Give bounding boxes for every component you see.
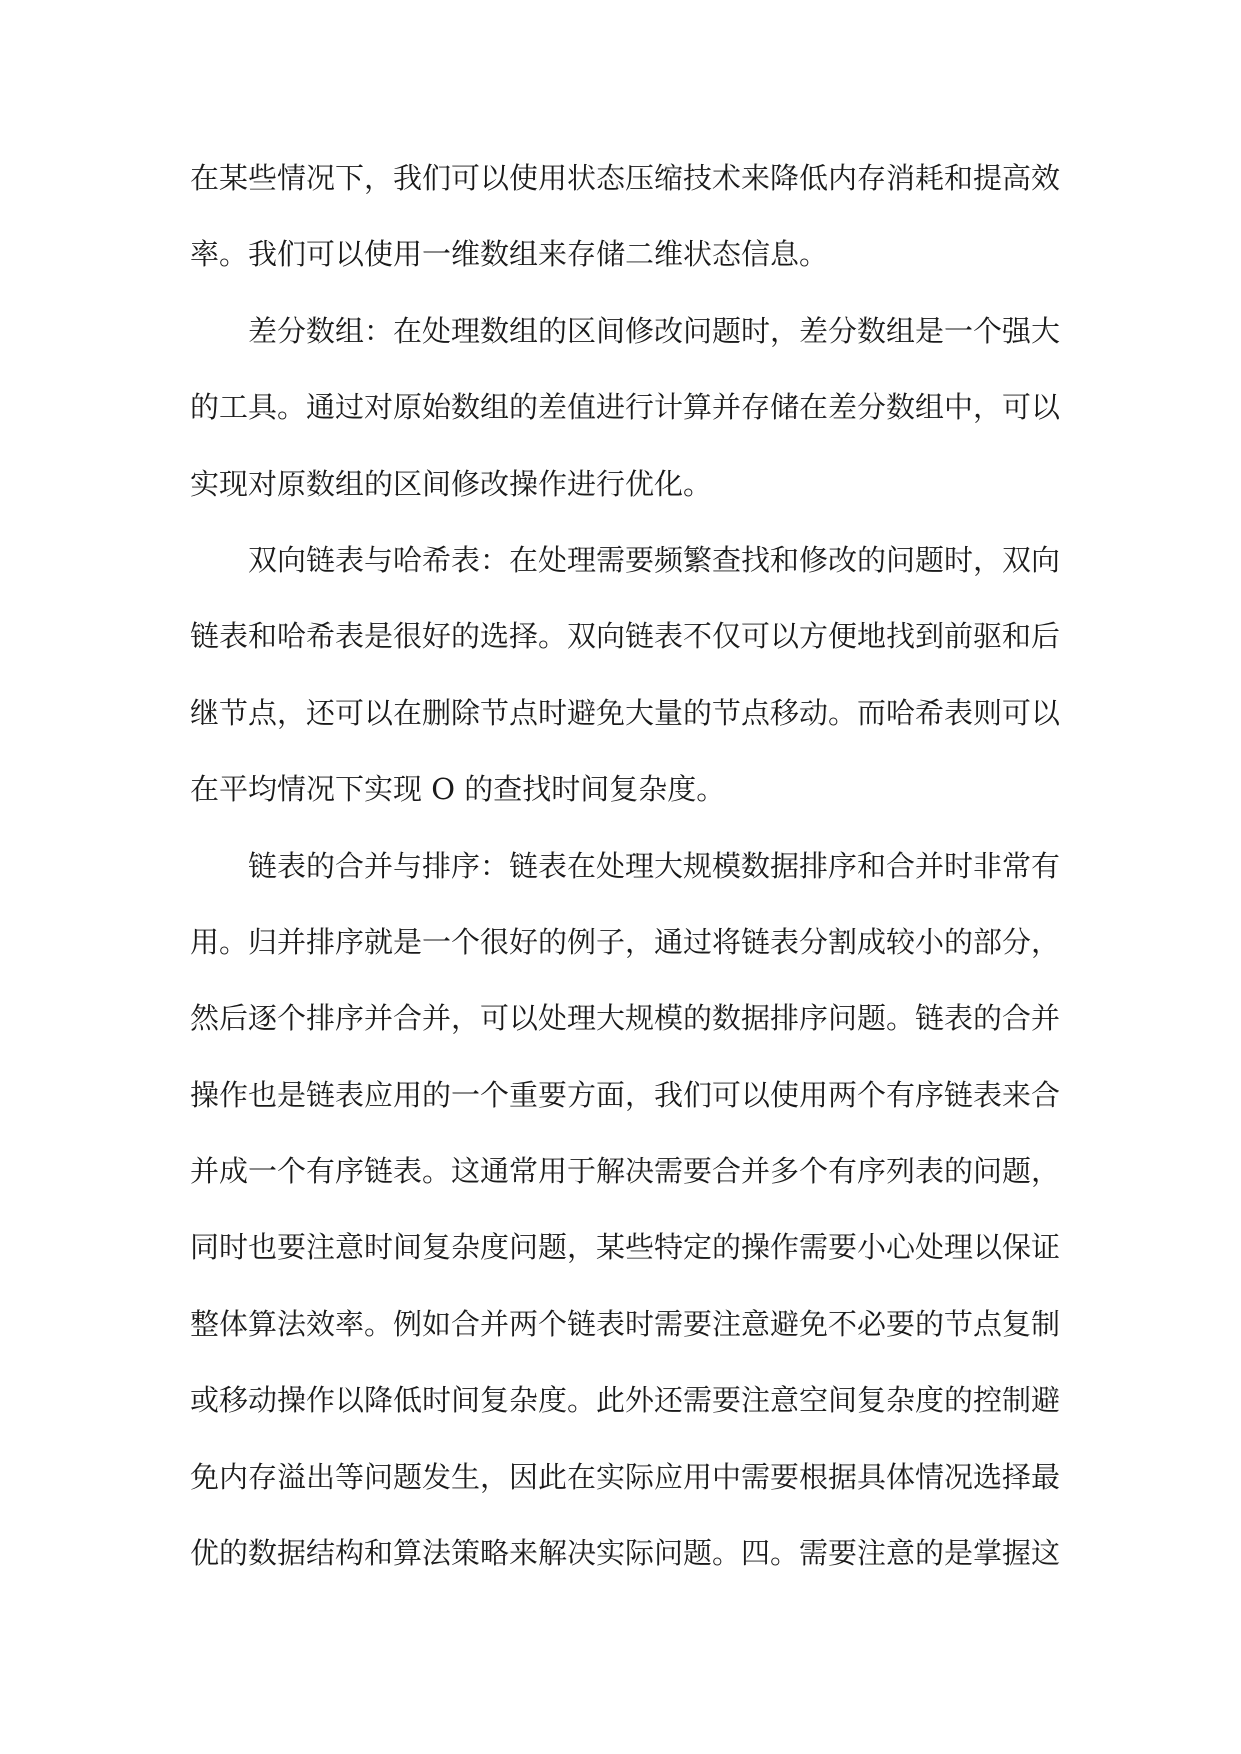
text-line: 免内存溢出等问题发生，因此在实际应用中需要根据具体情况选择最 — [190, 1459, 1060, 1494]
text-line: 同时也要注意时间复杂度问题，某些特定的操作需要小心处理以保证 — [190, 1230, 1060, 1265]
text-line: 链表的合并与排序：链表在处理大规模数据排序和合并时非常有 — [248, 848, 1060, 883]
text-line: 用。归并排序就是一个很好的例子，通过将链表分割成较小的部分， — [190, 924, 1060, 959]
text-line: 差分数组：在处理数组的区间修改问题时，差分数组是一个强大 — [248, 313, 1060, 348]
text-line: 在某些情况下，我们可以使用状态压缩技术来降低内存消耗和提高效 — [190, 161, 1060, 195]
text-line: 链表和哈希表是很好的选择。双向链表不仅可以方便地找到前驱和后 — [190, 619, 1060, 654]
text-line: 率。我们可以使用一维数组来存储二维状态信息。 — [190, 237, 829, 272]
text-line: 实现对原数组的区间修改操作进行优化。 — [190, 466, 713, 501]
text-line: 并成一个有序链表。这通常用于解决需要合并多个有序列表的问题， — [190, 1154, 1060, 1189]
text-line: 整体算法效率。例如合并两个链表时需要注意避免不必要的节点复制 — [190, 1306, 1060, 1341]
paragraph-merge-sort — [190, 828, 1060, 1592]
paragraph-linked-list-hash — [190, 522, 1060, 828]
paragraph-difference-array — [190, 293, 1060, 522]
paragraph-state-compression — [190, 140, 1060, 293]
text-line: 或移动操作以降低时间复杂度。此外还需要注意空间复杂度的控制避 — [190, 1383, 1060, 1418]
text-line: 继节点，还可以在删除节点时避免大量的节点移动。而哈希表则可以 — [190, 695, 1060, 730]
text-line: 优的数据结构和算法策略来解决实际问题。四。需要注意的是掌握这 — [190, 1536, 1060, 1571]
text-line: 然后逐个排序并合并，可以处理大规模的数据排序问题。链表的合并 — [190, 1001, 1060, 1036]
text-line: 双向链表与哈希表：在处理需要频繁查找和修改的问题时，双向 — [248, 542, 1060, 577]
text-line: 操作也是链表应用的一个重要方面，我们可以使用两个有序链表来合 — [190, 1077, 1060, 1112]
text-line: 在平均情况下实现 O 的查找时间复杂度。 — [190, 772, 726, 807]
text-line: 的工具。通过对原始数组的差值进行计算并存储在差分数组中，可以 — [190, 390, 1060, 425]
document-body — [190, 140, 1060, 1591]
